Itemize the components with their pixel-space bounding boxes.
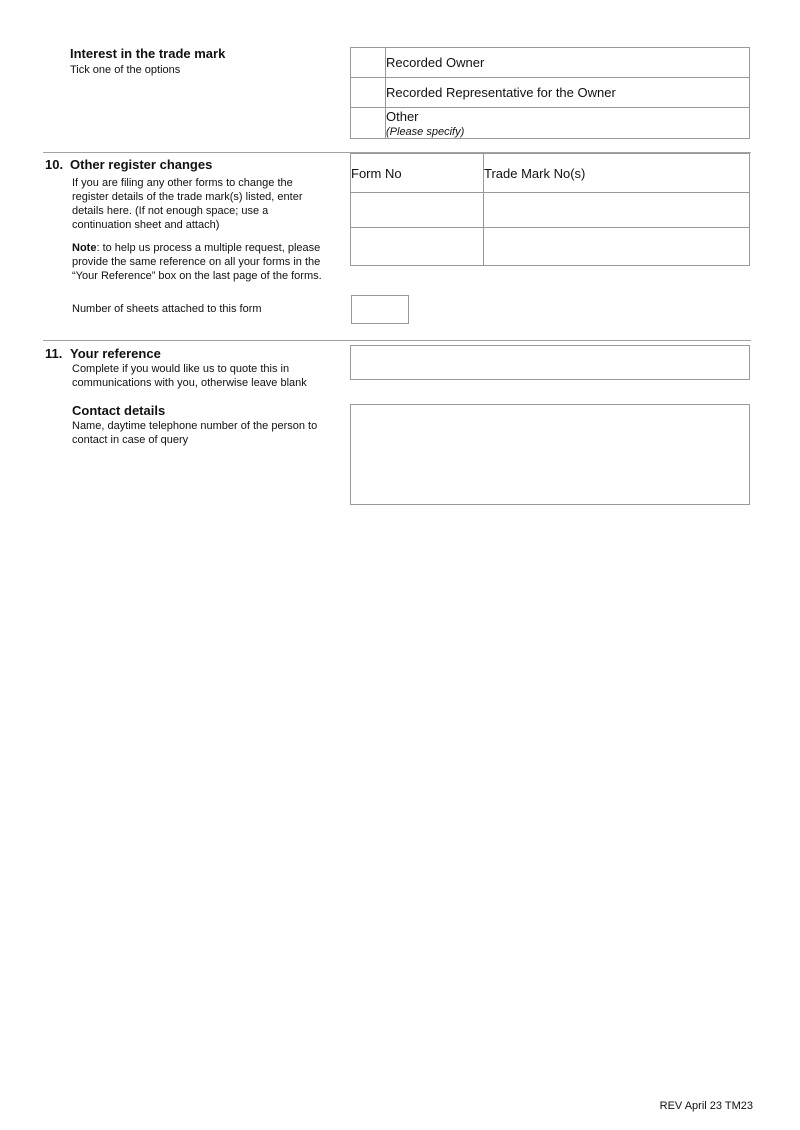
section10-note-label: Note	[72, 242, 97, 254]
interest-options-table	[350, 47, 750, 139]
other-forms-table	[350, 153, 750, 266]
interest-option-row	[351, 108, 750, 139]
interest-subheading: Tick one of the options	[70, 64, 181, 76]
section10-heading-row	[45, 157, 212, 172]
form-no-cell[interactable]	[351, 228, 484, 266]
sheets-count-box[interactable]	[351, 295, 409, 324]
section10-heading: Other register changes	[70, 157, 213, 172]
section11-number: 11.	[45, 346, 63, 361]
tick-checkbox-recorded-representative[interactable]	[351, 78, 386, 108]
section11-description: Complete if you would like us to quote this in communications with you, otherwise leave blank	[72, 363, 307, 389]
option-other	[386, 108, 750, 139]
option-label: Recorded Representative for the Owner	[386, 84, 616, 100]
option-recorded-owner	[386, 48, 750, 78]
section-divider	[43, 340, 751, 341]
trade-mark-no-cell[interactable]	[484, 228, 750, 266]
option-label: Recorded Owner	[386, 54, 485, 70]
trade-mark-no-header: Trade Mark No(s)	[484, 154, 750, 193]
option-label: Other	[386, 109, 419, 124]
other-forms-header-row	[351, 154, 750, 193]
interest-heading: Interest in the trade mark	[70, 46, 226, 61]
sheets-count-label: Number of sheets attached to this form	[72, 303, 262, 315]
contact-heading: Contact details	[72, 403, 166, 418]
interest-option-row	[351, 48, 750, 78]
your-reference-box[interactable]	[350, 345, 750, 380]
tick-checkbox-other[interactable]	[351, 108, 386, 139]
option-recorded-representative	[386, 78, 750, 108]
form-revision-label: REV April 23 TM23	[659, 1100, 753, 1112]
section11-heading-row	[45, 346, 161, 361]
other-forms-row	[351, 228, 750, 266]
contact-description: Name, daytime telephone number of the person to contact in case of query	[72, 420, 318, 446]
section10-note	[72, 241, 330, 283]
contact-details-box[interactable]	[350, 404, 750, 505]
section11-heading: Your reference	[70, 346, 161, 361]
other-forms-row	[351, 193, 750, 228]
section10-description	[72, 176, 330, 283]
section10-number: 10.	[45, 157, 64, 172]
tick-checkbox-recorded-owner[interactable]	[351, 48, 386, 78]
form-no-header: Form No	[351, 154, 484, 193]
interest-option-row	[351, 78, 750, 108]
section10-note-text: : to help us process a multiple request, please provide the same reference on all your forms in the “Your Reference” box on the last page of the forms.	[72, 242, 322, 282]
option-sublabel: (Please specify)	[386, 126, 465, 138]
section10-intro: If you are filing any other forms to change the register details of the trade mark(s) listed, enter details here. (If not enough space; use a continuation sheet and attach)	[72, 177, 303, 231]
form-no-cell[interactable]	[351, 193, 484, 228]
trade-mark-no-cell[interactable]	[484, 193, 750, 228]
